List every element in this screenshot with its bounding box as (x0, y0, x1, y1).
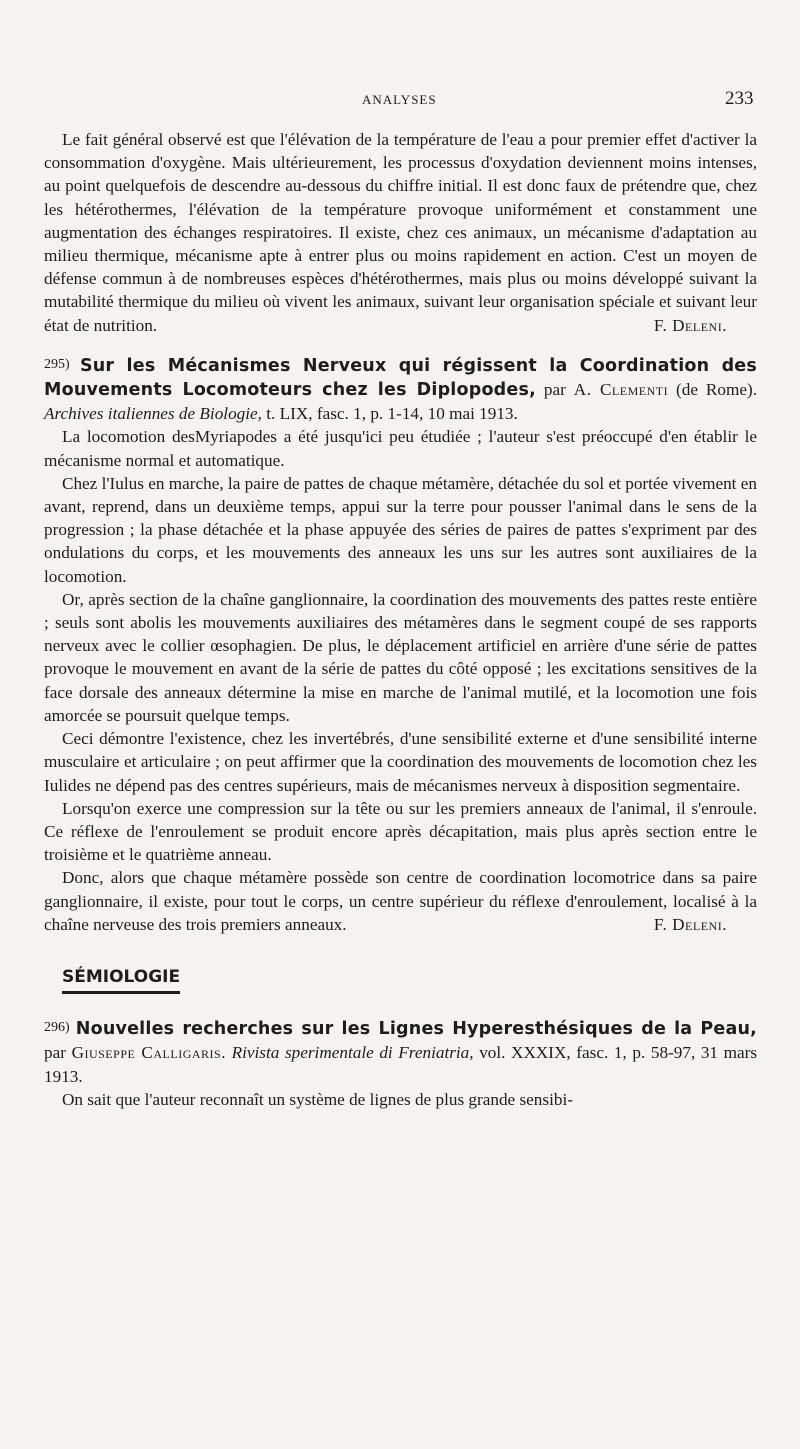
paragraph: Ceci démontre l'existence, chez les invertébrés, d'une sensibilité externe et d'une sensibilité interne musculaire et articulaire ; on peut affirmer que la coordination des mouvements de locomotion chez les Iulides ne dépend pas des centres supérieurs, mais de mécanismes nerveux à disposition segmentaire. (44, 729, 757, 795)
article-title: Sur les Mécanismes Nerveux qui régissent la Coordination des Mouvements Locomoteurs chez les Diplopodes, (44, 355, 757, 401)
running-head-title: ANALYSES (362, 92, 437, 107)
by-word: par (44, 1043, 66, 1063)
paragraph: Lorsqu'on exerce une compression sur la tête ou sur les premiers anneaux de l'animal, il s'enroule. Ce réflexe de l'enroulement se produit encore après décapitation, mais plus après section entre le troisième et le quatrième anneau. (44, 798, 757, 865)
journal-reference: t. LIX, fasc. 1, p. 1-14, 10 mai 1913. (266, 404, 518, 424)
body-text (44, 128, 757, 1111)
article-number: 295) (44, 356, 70, 372)
signature: F. Deleni. (653, 315, 727, 335)
article-title: Nouvelles recherches sur les Lignes Hyperesthésiques de la Peau, (75, 1019, 757, 1040)
author-place: (de Rome). (676, 380, 758, 400)
page-number: 233 (725, 88, 754, 109)
article-number: 296) (44, 1020, 70, 1036)
paragraph: Donc, alors que chaque métamère possède son centre de coordination locomotrice dans sa paire ganglionnaire, il existe, pour tout le corps, un centre supérieur du réflexe d'enroulement, localisé à la chaîne nerveuse des trois premiers anneaux. (44, 868, 757, 934)
paragraph: On sait que l'auteur reconnaît un système de lignes de plus grande sensibi- (62, 1089, 573, 1109)
article-author: A. Clementi (573, 380, 669, 400)
section-heading: SÉMIOLOGIE (62, 966, 180, 994)
journal-reference: vol. XXXIX, fasc. 1, p. 58-97, 31 mars 1913. (44, 1043, 758, 1086)
paragraph: Le fait général observé est que l'élévation de la température de l'eau a pour premier effet d'activer la consommation d'oxygène. Mais ultérieurement, les processus d'oxydation deviennent moins intenses, au point quelquefois de descendre au-dessous du chiffre initial. Il est donc faux de prétendre que, chez les hétérothermes, l'élévation de la température provoque uniformément et constamment une augmentation des échanges respiratoires. Il existe, chez ces animaux, un mécanisme d'adaptation au milieu thermique, mécanisme apte à entrer plus ou moins rapidement en action. C'est un moyen de défense commun à de nombreuses espèces d'hétérothermes, mais plus ou moins développé suivant la mutabilité thermique du milieu où vivent les animaux, suivant leur organisation spéciale et suivant leur état de nutrition. (44, 130, 757, 335)
running-head (0, 88, 800, 114)
paragraph: Or, après section de la chaîne ganglionnaire, la coordination des mouvements des pattes reste entière ; seuls sont abolis les mouvements auxiliaires des métamères dans le segment coupé de ses rapports nerveux avec le collier œsophagien. De plus, le déplacement artificiel en arrière d'une série de pattes provoque le mouvement en avant de la série de pattes du côté opposé ; les excitations sensitives de la face dorsale des anneaux détermine la mise en marche de l'animal mutilé, et la locomotion une fois amorcée se poursuit quelque temps. (44, 589, 757, 725)
article-heading-296 (44, 1016, 757, 1088)
article-heading-295 (44, 353, 757, 426)
journal-name: Rivista sperimentale di Freniatria, (231, 1043, 474, 1063)
paragraph: La locomotion desMyriapodes a été jusqu'ici peu étudiée ; l'auteur s'est préoccupé d'en établir le mécanisme normal et automatique. (44, 427, 757, 470)
by-word: par (543, 380, 566, 400)
article-author: Giuseppe Calligaris. (71, 1043, 227, 1063)
paragraph: Chez l'Iulus en marche, la paire de pattes de chaque métamère, détachée du sol et portée vivement en avant, reprend, dans un deuxième temps, appui sur la terre pour pousser l'animal dans le sens de la progression ; la phase détachée et la phase appuyée des séries de paires de pattes s'expriment par des ondulations du corps, et les mouvements des anneaux les uns sur les autres sont auxiliaires de la locomotion. (44, 473, 757, 586)
signature: F. Deleni. (653, 914, 727, 934)
journal-name: Archives italiennes de Biologie, (44, 404, 262, 424)
